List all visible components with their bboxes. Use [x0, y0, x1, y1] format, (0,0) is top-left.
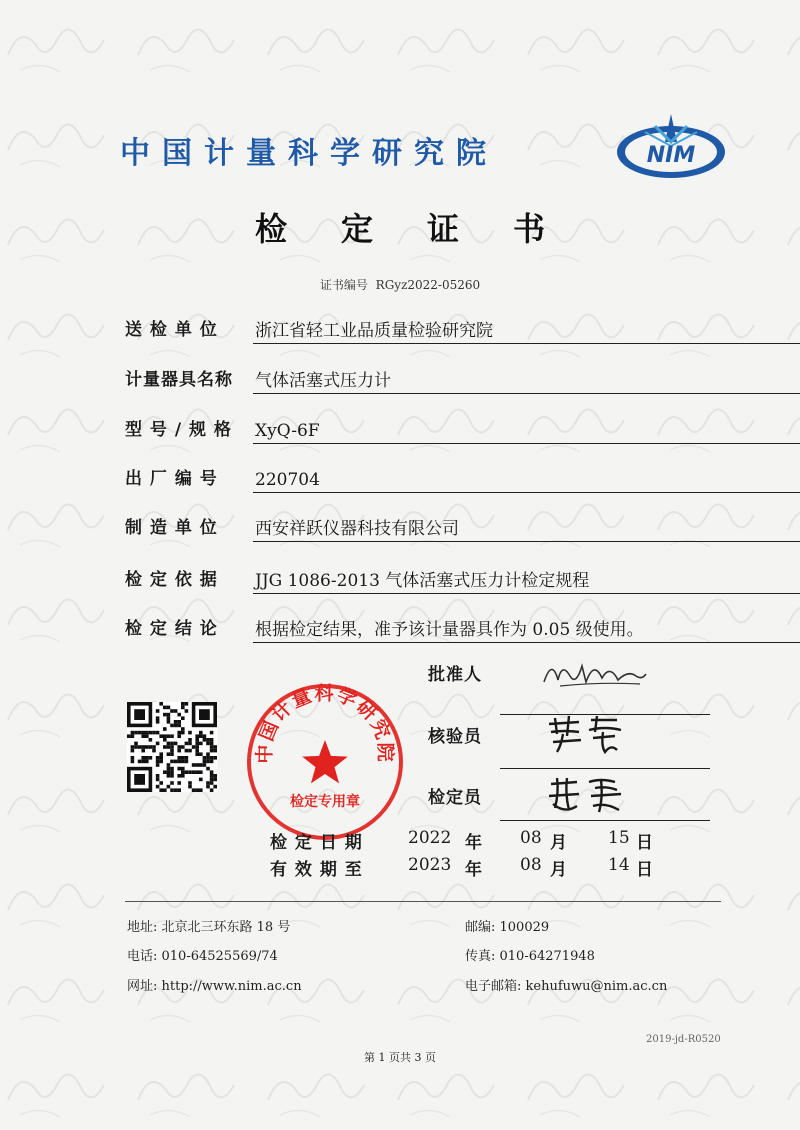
- field-value: 西安祥跃仪器科技有限公司: [255, 519, 459, 539]
- official-seal: [245, 682, 405, 842]
- field-underline: [253, 642, 800, 643]
- field-value: JJG 1086-2013 气体活塞式压力计检定规程: [255, 571, 590, 591]
- inspector-bottom-line: [500, 820, 710, 821]
- field-value: 220704: [255, 470, 320, 490]
- footer-website[interactable]: 网址: http://www.nim.ac.cn: [127, 979, 302, 994]
- inspector-signature: [545, 774, 625, 816]
- approver-signature: [540, 652, 650, 692]
- qr-code: [127, 702, 217, 792]
- institute-name: 中国计量科学研究院: [120, 136, 498, 171]
- field-underline: [253, 492, 800, 493]
- verifier-signature: [545, 712, 625, 756]
- date-day-unit: 日: [636, 833, 654, 853]
- approver-label: 批准人: [428, 665, 482, 685]
- field-label: 检 定 结 论: [125, 619, 218, 639]
- date-day: 14: [608, 855, 630, 875]
- form-code: 2019-jd-R0520: [646, 1034, 721, 1045]
- date-month: 08: [520, 828, 542, 848]
- footer-postcode: 邮编: 100029: [465, 920, 550, 935]
- page-number: 第 1 页共 3 页: [364, 1051, 436, 1064]
- date-year-unit: 年: [465, 833, 483, 853]
- seal-purpose-text: 检定专用章: [290, 794, 360, 810]
- verifier-label: 核验员: [428, 727, 482, 747]
- date-day: 15: [608, 828, 630, 848]
- date-month: 08: [520, 855, 542, 875]
- footer-address: 地址: 北京北三环东路 18 号: [127, 920, 291, 935]
- footer-email[interactable]: 电子邮箱: kehufuwu@nim.ac.cn: [465, 979, 668, 994]
- field-label: 送 检 单 位: [125, 320, 218, 340]
- certificate-number-label: 证书编号: [319, 278, 368, 292]
- field-value: 气体活塞式压力计: [255, 371, 391, 391]
- field-value: 根据检定结果，准予该计量器具作为 0.05 级使用。: [255, 620, 644, 640]
- field-label: 制 造 单 位: [125, 518, 218, 538]
- field-value: 浙江省轻工业品质量检验研究院: [255, 321, 493, 341]
- certificate-number-value: RGyz2022-05260: [375, 278, 481, 292]
- field-underline: [253, 393, 800, 394]
- field-label: 检 定 依 据: [125, 570, 218, 590]
- date-day-unit: 日: [636, 860, 654, 880]
- footer-fax: 传真: 010-64271948: [465, 949, 595, 964]
- date-month-unit: 月: [550, 833, 568, 853]
- date-year: 2022: [408, 828, 452, 848]
- field-label: 计量器具名称: [125, 370, 233, 390]
- date-label: 有 效 期 至: [270, 860, 363, 880]
- footer-divider: [125, 901, 721, 902]
- date-label: 检 定 日 期: [270, 833, 363, 853]
- date-year-unit: 年: [465, 860, 483, 880]
- inspector-label: 检定员: [428, 788, 482, 808]
- date-year: 2023: [408, 855, 452, 875]
- field-value: XyQ-6F: [255, 421, 320, 441]
- field-underline: [253, 541, 800, 542]
- field-label: 出 厂 编 号: [125, 469, 218, 489]
- logo-text: NIM: [646, 143, 696, 168]
- seal-org-text: 中国计量科学研究院: [253, 682, 397, 764]
- certificate-number: [0, 276, 800, 293]
- seal-star-icon: [302, 740, 348, 783]
- footer-phone: 电话: 010-64525569/74: [127, 949, 278, 964]
- document-title: 检定证书: [254, 210, 599, 248]
- verifier-bottom-line: [500, 768, 710, 769]
- field-label: 型 号 / 规 格: [125, 420, 232, 440]
- field-underline: [253, 593, 800, 594]
- field-underline: [253, 343, 800, 344]
- date-month-unit: 月: [550, 860, 568, 880]
- nim-logo-icon: [615, 112, 727, 180]
- field-underline: [253, 443, 800, 444]
